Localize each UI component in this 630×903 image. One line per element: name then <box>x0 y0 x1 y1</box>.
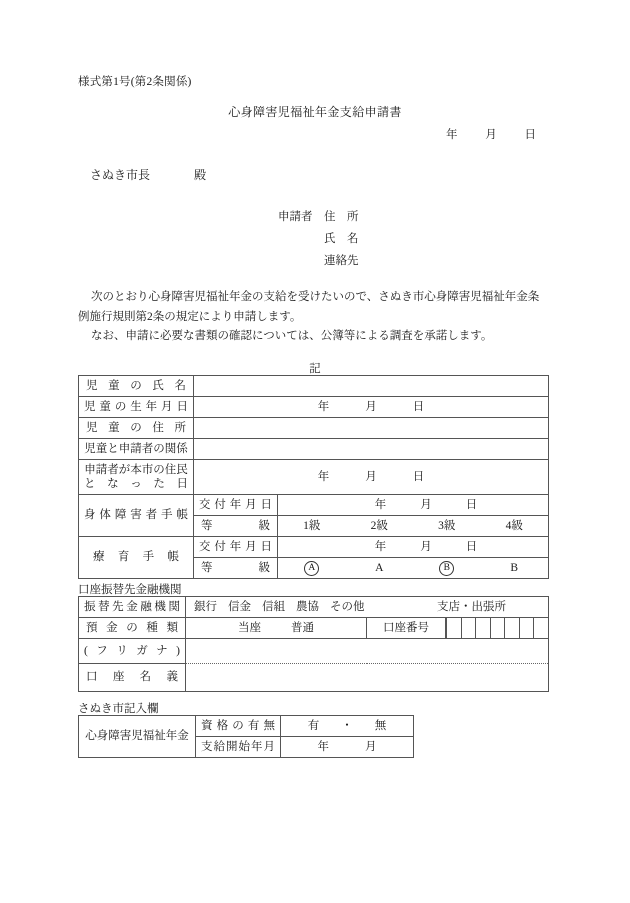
child-address-label: 児 童 の 住 所 <box>86 421 186 434</box>
applicant-name-label: 氏 名 <box>324 233 359 245</box>
month-label: 月 <box>420 498 432 511</box>
account-digit-box-6[interactable] <box>519 618 534 638</box>
bank-account-table <box>78 596 549 692</box>
eligibility-label-cell <box>196 716 281 737</box>
ki-marker: 記 <box>309 363 321 375</box>
table-row <box>79 460 549 495</box>
month-label: 月 <box>420 540 432 553</box>
child-name-label: 児 童 の 氏 名 <box>86 379 186 392</box>
table-row <box>79 495 549 516</box>
table-row <box>79 439 549 460</box>
child-birthdate-label: 児 童 の 生 年 月 日 <box>84 400 188 413</box>
physical-issue-date-input[interactable] <box>278 495 549 516</box>
circled-b-icon: B <box>439 561 454 576</box>
eligibility-separator: ・ <box>341 719 353 732</box>
table-row <box>79 418 549 439</box>
account-number-cell <box>367 618 549 639</box>
pension-name-cell <box>79 716 196 758</box>
account-digit-box-3[interactable] <box>475 618 490 638</box>
child-address-input[interactable] <box>194 418 549 439</box>
care-handbook-label: 療 育 手 帳 <box>93 551 179 564</box>
applicant-lead-label: 申請者 <box>278 211 313 223</box>
addressee-line <box>90 166 206 183</box>
document-title: 心身障害児福祉年金支給申請書 <box>228 105 402 119</box>
start-month-label: 月 <box>365 740 377 753</box>
furigana-input[interactable] <box>186 639 549 664</box>
care-grade-label: 等 級 <box>201 561 270 574</box>
grade-option-3[interactable]: 3級 <box>438 519 456 532</box>
eligibility-group <box>281 719 413 733</box>
care-grade-option-circled-a[interactable] <box>278 561 346 576</box>
table-row <box>79 639 549 664</box>
care-grade-option-circled-b[interactable] <box>413 561 481 576</box>
residency-date-input[interactable] <box>194 460 549 495</box>
applicant-address-label: 住 所 <box>324 211 359 223</box>
year-label: 年 <box>317 470 330 483</box>
date-day-label: 日 <box>524 129 536 141</box>
deposit-type-ordinary[interactable]: 普通 <box>291 621 314 634</box>
physical-handbook-label: 身 体 障 害 者 手 帳 <box>84 509 188 522</box>
child-name-input[interactable] <box>194 376 549 397</box>
table-row <box>79 537 549 558</box>
deposit-type-group <box>186 621 366 635</box>
body-text <box>78 288 550 347</box>
day-label: 日 <box>465 540 478 553</box>
care-issue-date-label: 交 付 年 月 日 <box>199 540 272 553</box>
account-digit-box-1[interactable] <box>446 618 461 638</box>
account-digit-box-4[interactable] <box>490 618 505 638</box>
physical-grade-label: 等 級 <box>201 519 270 532</box>
month-label: 月 <box>365 470 377 483</box>
furigana-label-cell <box>79 639 186 664</box>
date-month-label: 月 <box>485 129 497 141</box>
circled-a-icon: A <box>304 561 319 576</box>
body-paragraph-1: 次のとおり心身障害児福祉年金の支給を受けたいので、さぬき市心身障害児福祉年金条例施行規則第2条の規定により申請します。 <box>78 291 540 323</box>
applicant-block <box>278 206 378 272</box>
account-number-group <box>367 618 548 638</box>
month-label: 月 <box>365 400 377 413</box>
residency-date-label-cell <box>79 460 194 495</box>
body-paragraph-2: なお、申請に必要な書類の確認については、公簿等による調査を承諾します。 <box>91 330 493 342</box>
account-digit-box-7[interactable] <box>533 618 548 638</box>
bank-section-caption: 口座振替先金融機関 <box>78 584 182 596</box>
ymd-group <box>278 498 548 512</box>
relationship-input[interactable] <box>194 439 549 460</box>
table-row <box>79 618 549 639</box>
deposit-type-current[interactable]: 当座 <box>238 621 261 634</box>
submission-date-line <box>446 126 536 142</box>
institution-kind-other[interactable]: その他 <box>330 600 365 613</box>
physical-issue-date-label-cell <box>194 495 278 516</box>
institution-kind-shinkumi[interactable]: 信組 <box>262 600 285 613</box>
institution-label: 振 替 先 金 融 機 関 <box>84 600 180 613</box>
branch-label[interactable]: 支店・出張所 <box>437 600 506 613</box>
institution-kind-nokyo[interactable]: 農協 <box>296 600 319 613</box>
applicant-address-row <box>278 206 378 228</box>
year-label: 年 <box>317 400 330 413</box>
date-year-label: 年 <box>446 129 458 141</box>
table-row <box>79 397 549 418</box>
account-holder-label: 口 座 名 義 <box>86 671 178 684</box>
pension-name-label: 心身障害児福祉年金 <box>85 730 189 743</box>
deposit-type-options[interactable] <box>186 618 367 639</box>
deposit-type-label: 預 金 の 種 類 <box>86 621 178 634</box>
addressee-honorific: 殿 <box>194 168 207 182</box>
care-grade-quad <box>278 561 548 576</box>
day-label: 日 <box>465 498 478 511</box>
care-grade-options[interactable] <box>278 558 549 579</box>
institution-kind-bank[interactable]: 銀行 <box>194 600 217 613</box>
account-holder-input[interactable] <box>186 664 549 692</box>
furigana-label: ( フ リ ガ ナ ) <box>84 644 180 657</box>
institution-label-cell <box>79 597 186 618</box>
eligibility-yes[interactable]: 有 <box>307 719 320 732</box>
care-handbook-label-cell <box>79 537 194 579</box>
ymd-group <box>278 540 548 554</box>
relationship-label-cell <box>79 439 194 460</box>
residency-date-label-line2: と な っ た 日 <box>84 478 188 490</box>
applicant-contact-label: 連絡先 <box>324 255 359 267</box>
day-label: 日 <box>412 470 425 483</box>
physical-issue-date-label: 交 付 年 月 日 <box>199 498 272 511</box>
grade-option-2[interactable]: 2級 <box>370 519 388 532</box>
grade-option-1[interactable]: 1級 <box>303 519 321 532</box>
account-digit-box-2[interactable] <box>461 618 476 638</box>
child-birthdate-label-cell <box>79 397 194 418</box>
account-holder-label-cell <box>79 664 186 692</box>
child-name-label-cell <box>79 376 194 397</box>
grade-option-4[interactable]: 4級 <box>505 519 523 532</box>
institution-kind-group <box>194 600 365 614</box>
care-grade-label-cell <box>194 558 278 579</box>
ymd-group <box>194 470 548 484</box>
child-birthdate-input[interactable] <box>194 397 549 418</box>
start-date-label: 支 給 開 始 年 月 <box>201 740 275 753</box>
ymd-group <box>194 400 548 414</box>
relationship-label: 児童と申請者の関係 <box>84 442 188 455</box>
institution-kind-shinkin[interactable]: 信金 <box>228 600 251 613</box>
deposit-type-label-cell <box>79 618 186 639</box>
year-label: 年 <box>374 540 387 553</box>
applicant-contact-row <box>278 250 378 272</box>
physical-grade-label-cell <box>194 516 278 537</box>
applicant-name-row <box>278 228 378 250</box>
eligibility-options[interactable] <box>281 716 414 737</box>
account-number-label: 口座番号 <box>367 618 446 638</box>
care-grade-option-b[interactable]: B <box>510 561 519 574</box>
institution-input[interactable] <box>186 597 549 618</box>
care-grade-option-a[interactable]: A <box>375 561 384 574</box>
start-date-input[interactable] <box>281 737 414 758</box>
physical-grade-options[interactable] <box>278 516 549 537</box>
child-address-label-cell <box>79 418 194 439</box>
eligibility-label: 資 格 の 有 無 <box>201 719 275 732</box>
care-issue-date-label-cell <box>194 537 278 558</box>
eligibility-no[interactable]: 無 <box>374 719 387 732</box>
start-year-label: 年 <box>317 740 329 753</box>
child-info-table <box>78 375 549 579</box>
addressee-name: さぬき市長 <box>90 168 151 182</box>
table-row <box>79 664 549 692</box>
start-date-label-cell <box>196 737 281 758</box>
institution-options <box>186 600 548 614</box>
table-row <box>79 597 549 618</box>
physical-grade-quad <box>278 519 548 533</box>
physical-handbook-label-cell <box>79 495 194 537</box>
form-number: 様式第1号(第2条関係) <box>78 76 192 88</box>
ym-group <box>281 740 413 754</box>
account-digit-box-5[interactable] <box>504 618 519 638</box>
year-label: 年 <box>374 498 387 511</box>
table-row <box>79 376 549 397</box>
table-row <box>79 716 414 737</box>
care-issue-date-input[interactable] <box>278 537 549 558</box>
day-label: 日 <box>412 400 425 413</box>
city-office-table <box>78 715 414 758</box>
city-section-caption: さぬき市記入欄 <box>78 703 159 715</box>
residency-date-label-line1: 申請者が本市の住民 <box>84 463 188 476</box>
